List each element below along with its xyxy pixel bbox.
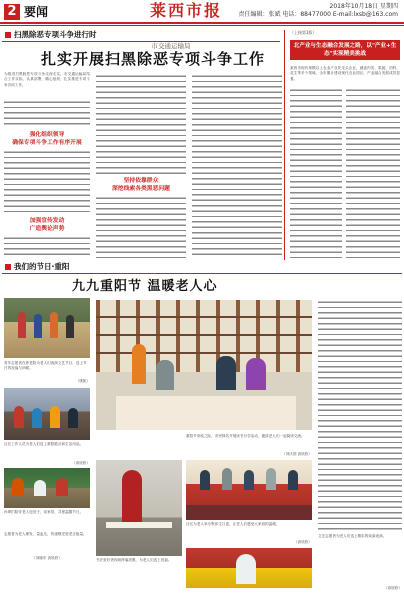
section-bar-top: 扫黑除恶专项斗争进行时 <box>2 30 280 40</box>
caption-2: 社区工作人员为老人们送上重阳糕点和生活用品。 <box>4 442 84 446</box>
photo-birthday-party <box>186 460 312 520</box>
lead-body-col1a <box>4 100 90 127</box>
issue-info <box>238 3 398 19</box>
caption-6: 书法爱好者现场挥毫泼墨，为老人们送上祝福。 <box>96 558 172 562</box>
caption-3: 孙辈们陪伴老人包饺子、话家常，共度温馨节日。 <box>4 510 84 514</box>
page-header <box>0 0 404 30</box>
photo-dumplings <box>4 468 90 508</box>
column-divider <box>284 30 285 260</box>
lead-body-col2a <box>96 74 186 174</box>
photo-volunteers-show <box>4 298 90 358</box>
sidebar-body-col2 <box>346 88 400 260</box>
lead-body-col1b <box>4 150 90 215</box>
credit-5: （刘庆国 高欣欣） <box>282 452 312 456</box>
credit-8: （高欣欣） <box>384 586 402 590</box>
feature-headline: 九九重阳节 温暖老人心 <box>72 279 218 294</box>
credit-4: （刘晓东 高欣欣） <box>32 556 62 560</box>
email-info: E-mail:lxsb@163.com <box>332 11 398 18</box>
sidebar-lead-text: 莱西市现有规模以上农业产业化龙头企业，涵盖肉类、果蔬、饲料、花生等多个领域，全市累计建设现代农业园区，产业融合发展成效显著。 <box>290 66 400 81</box>
photo-library-reading <box>96 300 312 430</box>
credit-1: （康凯） <box>75 379 90 383</box>
lead-headline: 扎实开展扫黑除恶专项斗争工作 <box>40 50 265 68</box>
photo-community-gifts <box>4 388 90 440</box>
lead-body-col2b <box>96 196 186 258</box>
caption-8: 文艺志愿者为老人们送上精彩的戏曲表演。 <box>318 534 387 538</box>
lead-body-col3 <box>192 74 282 258</box>
lead-subhead-1: 强化组织领导 确保专项斗争工作有序开展 <box>12 132 82 146</box>
feature-sidebar-text <box>318 300 402 530</box>
lead-subhead-3: 坚持依靠群众 深挖线索各类黑恶问题 <box>112 178 170 192</box>
section-label: 要闻 <box>24 5 49 19</box>
lead-kicker: 市交通运输局 <box>151 42 191 50</box>
credit-2: （高欣欣） <box>72 461 90 465</box>
lead-body-col1c <box>4 236 90 258</box>
sidebar-title: 北产业与生态融合发展之路，以"产业+生态"实现精美挑战 <box>290 40 400 60</box>
header-rule-thin <box>0 25 404 26</box>
sidebar-continued: （上接第1版） <box>290 30 317 35</box>
masthead-logo: 莱西市报 <box>150 1 223 20</box>
page-number: 2 <box>4 4 20 20</box>
caption-7: 社区为老人举办集体生日宴，让老人们感受大家庭的温暖。 <box>186 522 280 526</box>
lead-subhead-2: 加强宣传发动 广造舆论声势 <box>29 218 65 232</box>
credit-6: （高欣欣） <box>294 540 312 544</box>
caption-1: 青年志愿者在养老院为老人们表演文艺节目，送上节日的祝福与问候。 <box>4 361 87 370</box>
section-bar-bottom: 我们的节日·重阳 <box>2 262 402 272</box>
issue-date: 2018年10月18日 星期四 <box>329 3 398 10</box>
caption-4: 志愿者为老人理发、量血压，传递敬老爱老正能量。 <box>4 532 87 536</box>
photo-calligraphy <box>96 460 182 556</box>
sidebar-body-col1 <box>290 88 342 260</box>
caption-5: 重阳节来临之际，市民驿站开展读书分享活动，邀请老人们一起阅读交流。 <box>186 434 305 438</box>
header-rule <box>0 22 404 24</box>
photo-opera <box>186 548 312 588</box>
lead-intro-text: 为推进扫黑除恶专项斗争走深走实，市交通运输局结合工作实际，认真部署、精心组织，扎实推进专项斗争各项工作。 <box>4 72 90 87</box>
editor-info: 责任编辑：张斌 电话：88477000 <box>238 11 331 18</box>
